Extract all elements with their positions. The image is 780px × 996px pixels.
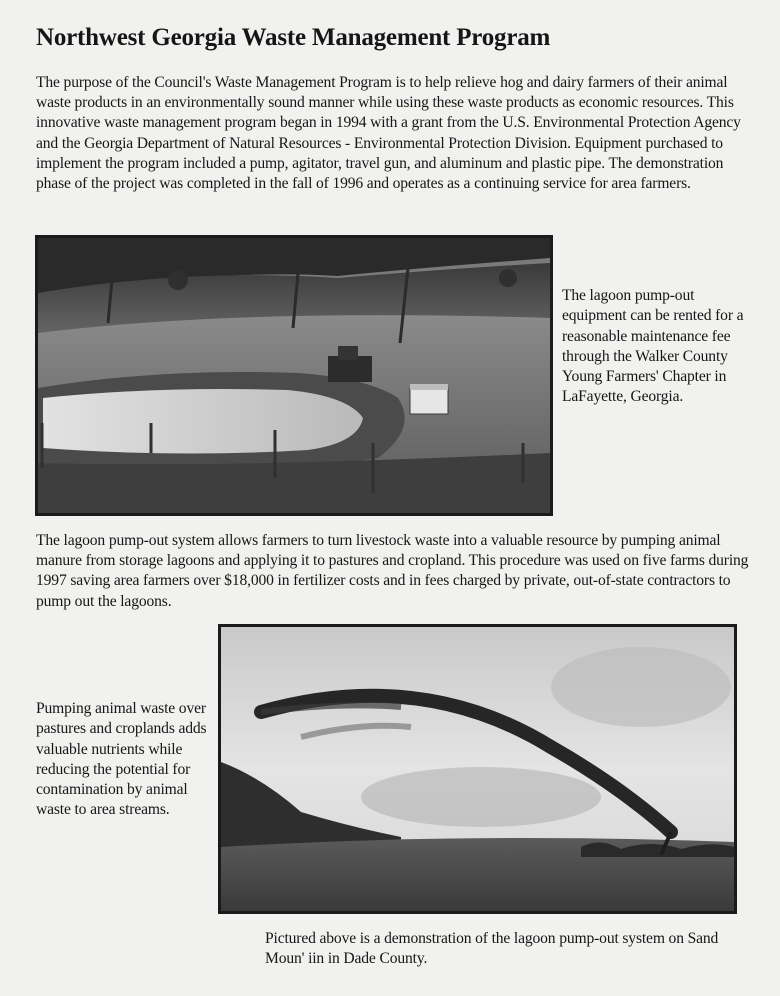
spray-photo xyxy=(218,624,737,914)
pumping-caption: Pumping animal waste over pastures and croplands adds valuable nutrients while reducing the potential for contamination by animal waste to area streams. xyxy=(36,700,207,819)
page-title: Northwest Georgia Waste Management Program xyxy=(36,24,551,51)
lagoon-photo-illustration xyxy=(38,238,550,513)
lagoon-photo xyxy=(35,235,553,516)
demonstration-caption: Pictured above is a demonstration of the lagoon pump-out system on Sand Moun' iin in Dade County. xyxy=(265,930,719,968)
rental-caption: The lagoon pump-out equipment can be rented for a reasonable maintenance fee through the Walker County Young Farmers' Chapter in LaFayette, Georgia. xyxy=(562,287,744,406)
spray-photo-illustration xyxy=(221,627,734,911)
body-paragraph: The lagoon pump-out system allows farmers to turn livestock waste into a valuable resource by pumping animal manure from storage lagoons and applying it to pastures and cropland. This procedure was used on five farms during 1997 saving area farmers over $18,000 in fertilizer costs and in fees charged by private, out-of-state contractors to pump out the lagoons. xyxy=(36,532,749,610)
intro-paragraph: The purpose of the Council's Waste Management Program is to help relieve hog and dairy farmers of their animal waste products in an environmentally sound manner while using these waste products as economic resources. This innovative waste management program began in 1994 with a grant from the U.S. Environmental Protection Agency and the Georgia Department of Natural Resources - Environmental Protection Division. Equipment purchased to implement the program included a pump, agitator, travel gun, and aluminum and plastic pipe. The demonstration phase of the project was completed in the fall of 1996 and operates as a continuing service for area farmers. xyxy=(36,74,741,193)
